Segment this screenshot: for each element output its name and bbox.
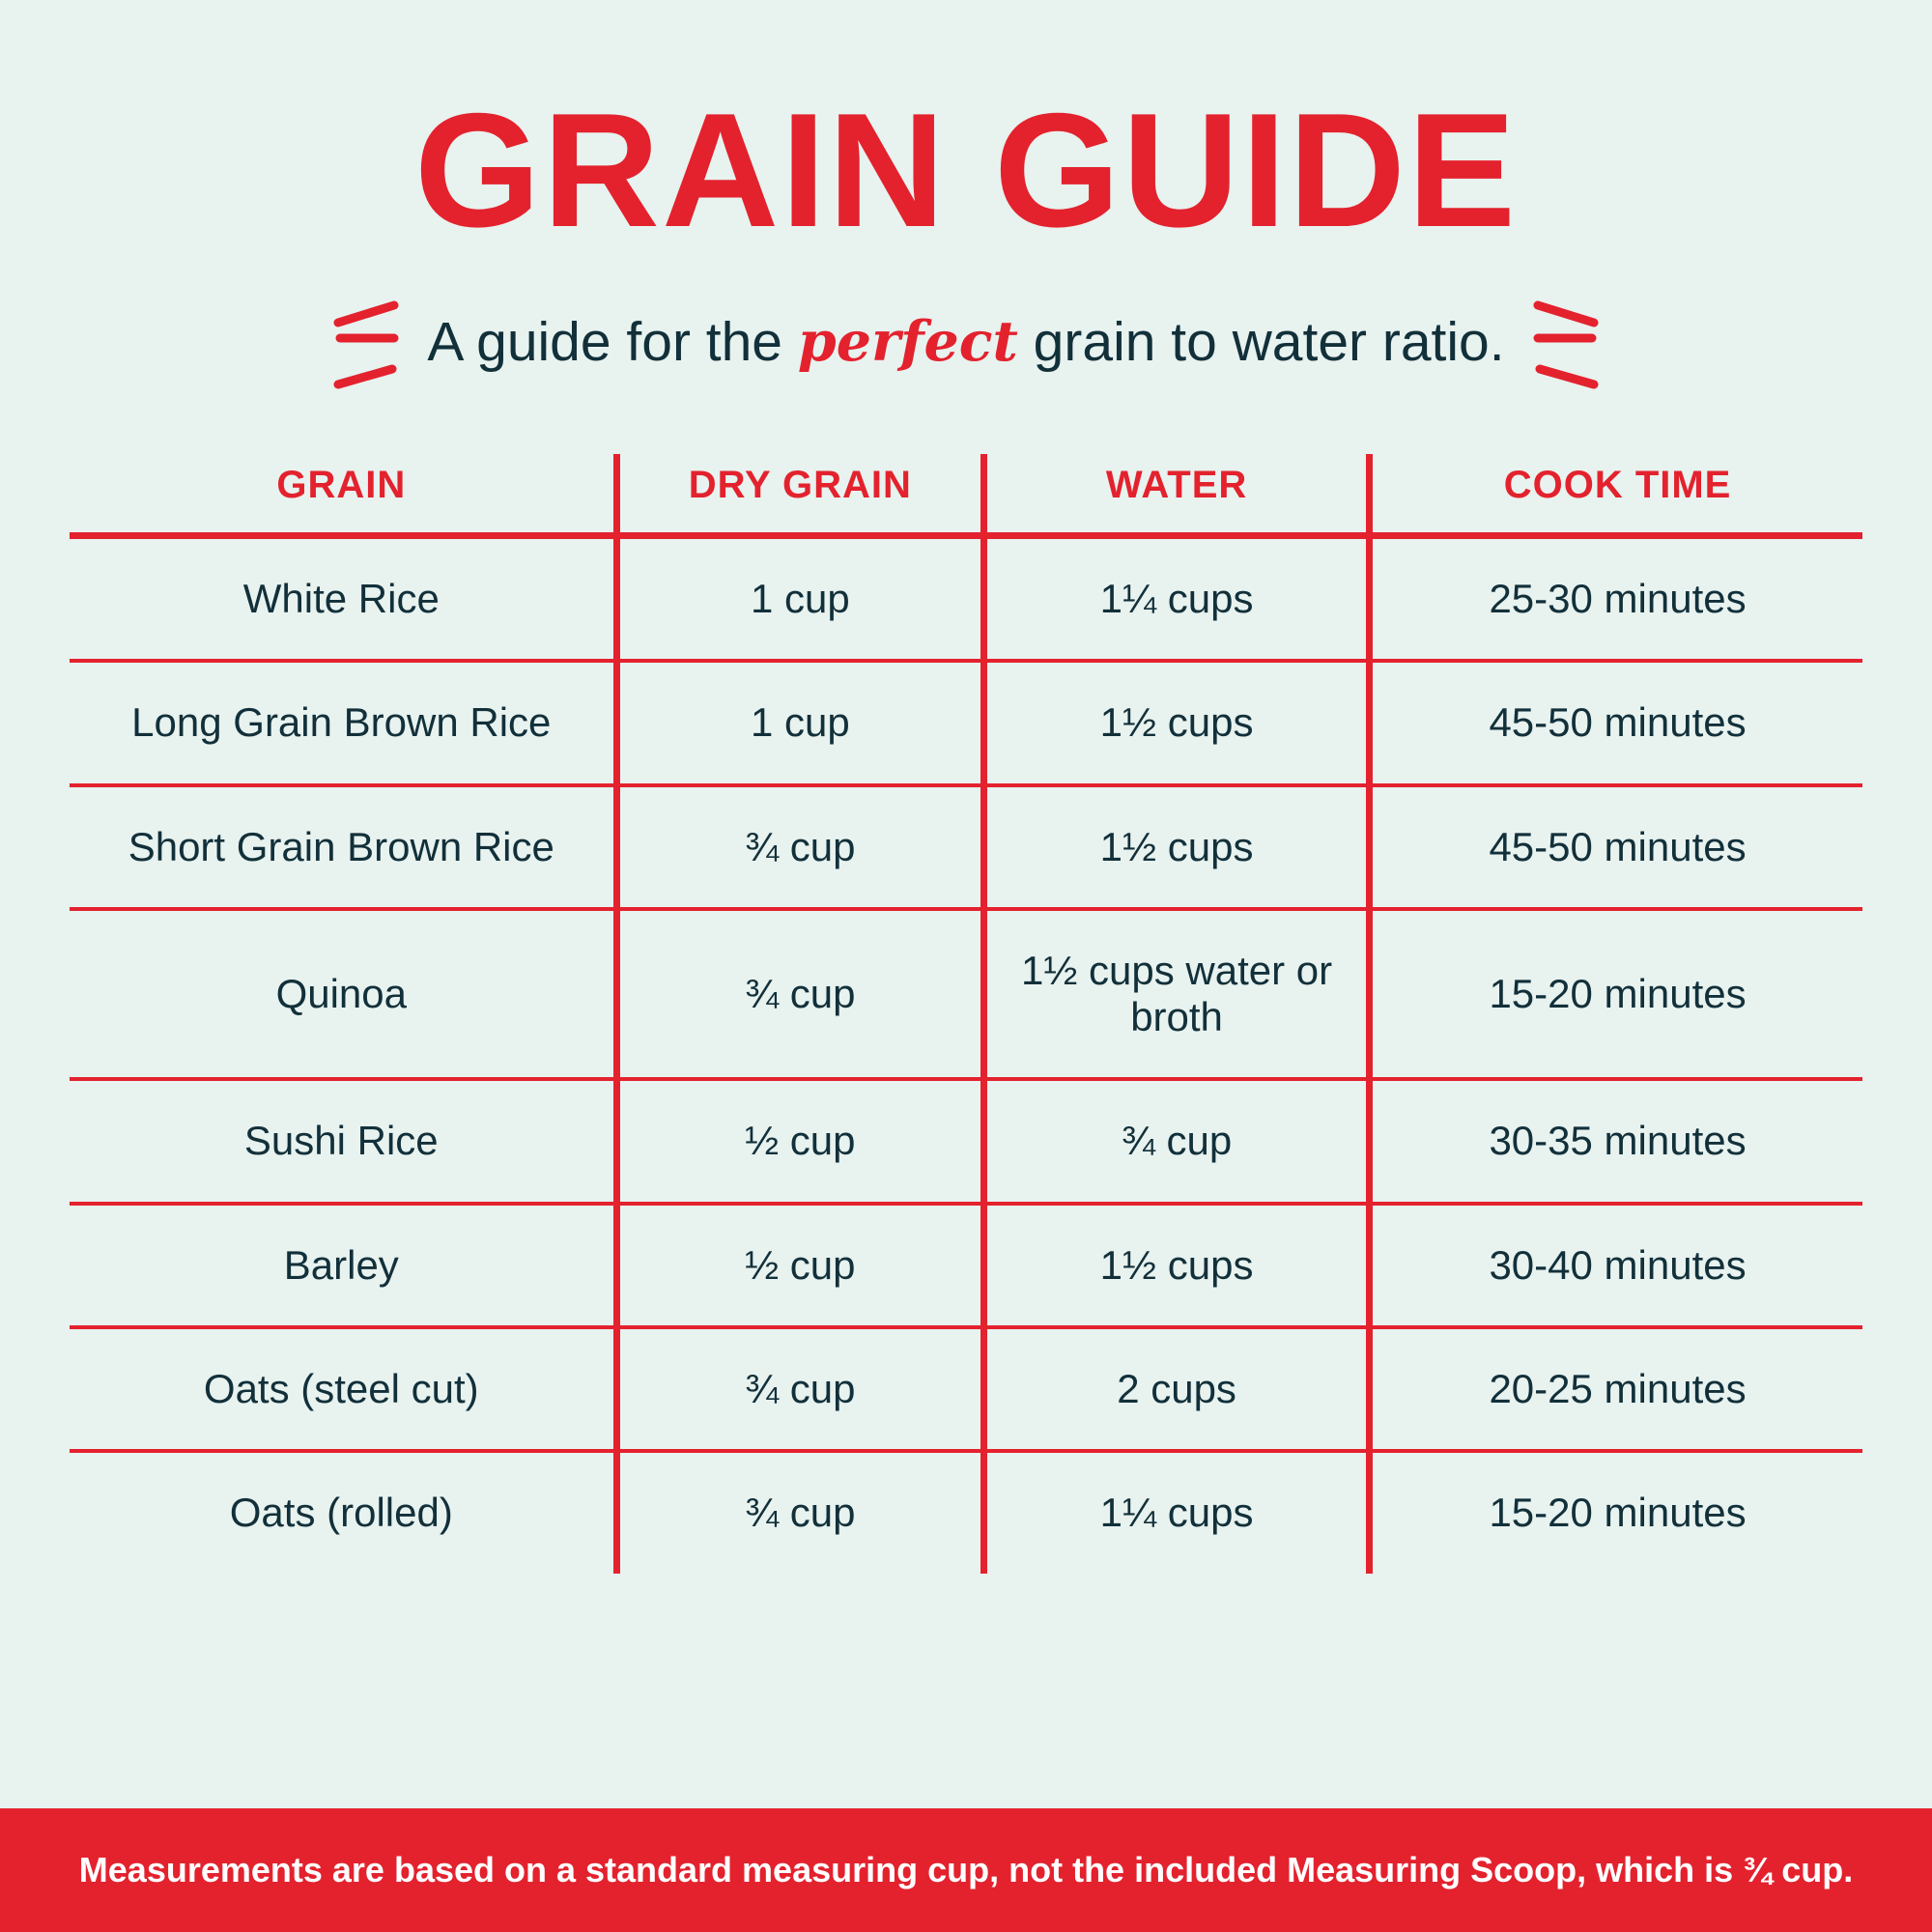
cell-cook-time: 20-25 minutes <box>1370 1327 1862 1451</box>
subtitle-text-after: grain to water ratio. <box>1017 310 1505 373</box>
cell-cook-time: 25-30 minutes <box>1370 536 1862 662</box>
cell-dry-grain: ½ cup <box>616 1079 983 1203</box>
cell-grain: Long Grain Brown Rice <box>70 661 616 784</box>
table-row <box>70 909 1862 1080</box>
grain-table-wrapper <box>70 454 1862 1574</box>
cell-cook-time: 45-50 minutes <box>1370 661 1862 784</box>
table-header-row <box>70 454 1862 536</box>
cell-grain: Oats (steel cut) <box>70 1327 616 1451</box>
table-body <box>70 536 1862 1574</box>
subtitle-accent-word: perfect <box>797 308 1018 374</box>
cell-dry-grain: 1 cup <box>616 661 983 784</box>
cell-dry-grain: ¾ cup <box>616 1327 983 1451</box>
table-row <box>70 785 1862 909</box>
column-header-dry-grain: DRY GRAIN <box>616 454 983 536</box>
cell-grain: Oats (rolled) <box>70 1451 616 1573</box>
table-row <box>70 1451 1862 1573</box>
cell-cook-time: 30-40 minutes <box>1370 1204 1862 1327</box>
cell-cook-time: 30-35 minutes <box>1370 1079 1862 1203</box>
cell-dry-grain: ¾ cup <box>616 909 983 1080</box>
sparkle-left-icon <box>325 288 402 394</box>
cell-dry-grain: ¾ cup <box>616 1451 983 1573</box>
page-title: GRAIN GUIDE <box>413 79 1519 261</box>
grain-table <box>70 454 1862 1574</box>
subtitle <box>427 309 1504 374</box>
column-header-grain: GRAIN <box>70 454 616 536</box>
subtitle-text-before: A guide for the <box>427 310 798 373</box>
cell-grain: Sushi Rice <box>70 1079 616 1203</box>
cell-dry-grain: 1 cup <box>616 536 983 662</box>
cell-water: 1½ cups <box>984 785 1370 909</box>
column-header-cook-time: COOK TIME <box>1370 454 1862 536</box>
poster-header <box>0 0 1932 394</box>
cell-water: 2 cups <box>984 1327 1370 1451</box>
footer-note: Measurements are based on a standard measuring cup, not the included Measuring Scoop, which is ¾ cup. <box>78 1850 1854 1889</box>
cell-cook-time: 15-20 minutes <box>1370 909 1862 1080</box>
cell-water: ¾ cup <box>984 1079 1370 1203</box>
table-row <box>70 1204 1862 1327</box>
table-row <box>70 536 1862 662</box>
cell-grain: Barley <box>70 1204 616 1327</box>
cell-grain: Short Grain Brown Rice <box>70 785 616 909</box>
subtitle-row <box>0 288 1932 394</box>
table-row <box>70 1327 1862 1451</box>
cell-water: 1¼ cups <box>984 1451 1370 1573</box>
table-row <box>70 1079 1862 1203</box>
cell-water: 1½ cups <box>984 1204 1370 1327</box>
cell-cook-time: 15-20 minutes <box>1489 1490 1747 1536</box>
cell-dry-grain: ½ cup <box>616 1204 983 1327</box>
cell-cook-time: 45-50 minutes <box>1370 785 1862 909</box>
column-header-water: WATER <box>984 454 1370 536</box>
table-header <box>70 454 1862 536</box>
cell-grain: Quinoa <box>70 909 616 1080</box>
sparkle-right-icon <box>1530 288 1607 394</box>
cell-water: 1½ cups water or broth <box>984 909 1370 1080</box>
table-row <box>70 661 1862 784</box>
cell-dry-grain: ¾ cup <box>616 785 983 909</box>
cell-water: 1½ cups <box>984 661 1370 784</box>
cell-water: 1¼ cups <box>984 536 1370 662</box>
cell-grain: White Rice <box>70 536 616 662</box>
footer-banner <box>0 1808 1932 1932</box>
